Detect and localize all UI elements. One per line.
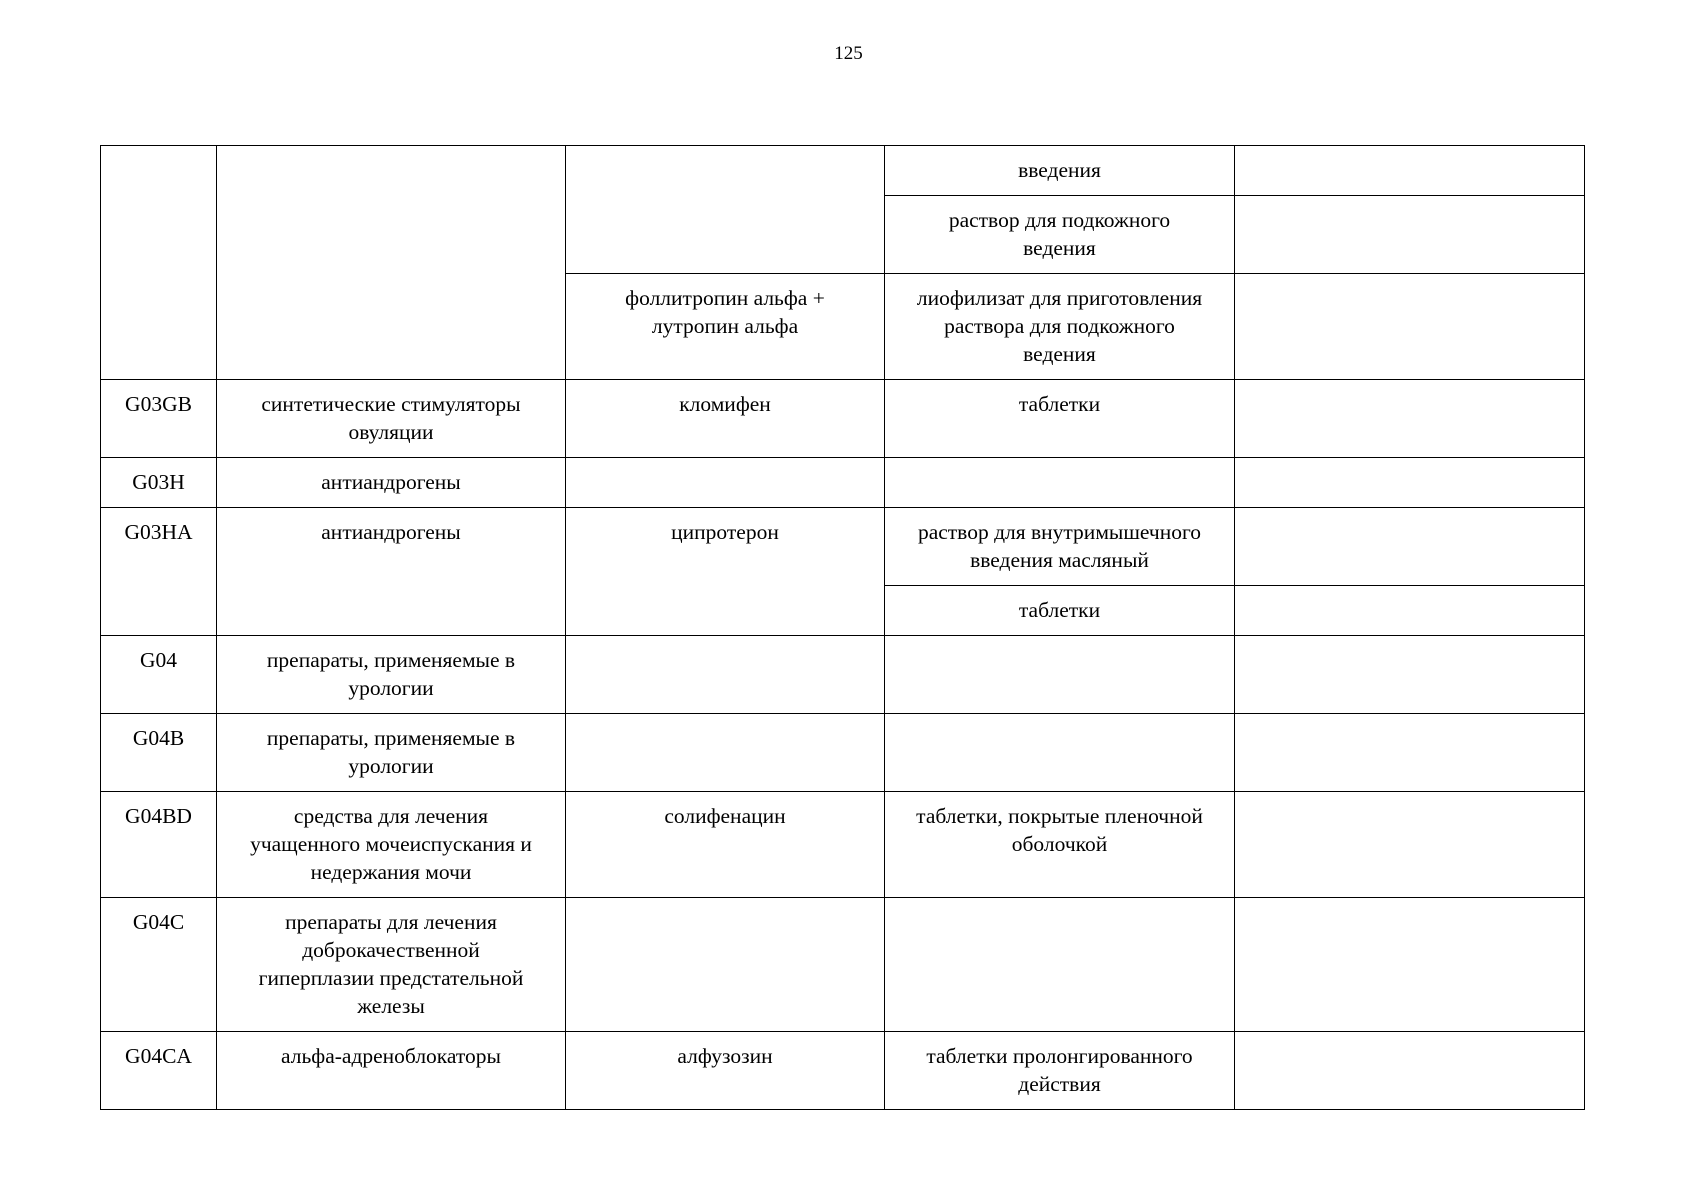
page-number: 125 [834, 43, 863, 64]
table-row [101, 792, 1585, 898]
atc-code-cell: G03H [101, 458, 217, 508]
dosage-form-cell: таблетки, покрытые пленочной оболочкой [885, 792, 1235, 898]
atc-code-cell: G04 [101, 636, 217, 714]
dosage-form-cell: таблетки пролонгированного действия [885, 1032, 1235, 1110]
empty-cell [1235, 196, 1585, 274]
anatomical-group-cell: антиандрогены [217, 458, 566, 508]
dosage-form-cell: таблетки [885, 380, 1235, 458]
table-row [101, 380, 1585, 458]
dosage-form-cell [885, 714, 1235, 792]
medicine-name-cell [566, 714, 885, 792]
dosage-form-cell: введения [885, 146, 1235, 196]
table-row [101, 146, 1585, 196]
empty-cell [1235, 458, 1585, 508]
drug-table [100, 145, 1585, 1110]
empty-cell [1235, 898, 1585, 1032]
empty-cell [1235, 1032, 1585, 1110]
table-row [101, 714, 1585, 792]
table-row [101, 458, 1585, 508]
anatomical-group-cell: синтетические стимуляторы овуляции [217, 380, 566, 458]
dosage-form-cell [885, 898, 1235, 1032]
dosage-form-cell: лиофилизат для приготовления раствора для подкожного ведения [885, 274, 1235, 380]
table-row [101, 898, 1585, 1032]
atc-code-cell: G04BD [101, 792, 217, 898]
anatomical-group-cell: средства для лечения учащенного мочеиспускания и недержания мочи [217, 792, 566, 898]
table-row [101, 1032, 1585, 1110]
dosage-form-cell: раствор для подкожного ведения [885, 196, 1235, 274]
anatomical-group-cell: препараты для лечения доброкачественной гиперплазии предстательной железы [217, 898, 566, 1032]
anatomical-group-cell: препараты, применяемые в урологии [217, 714, 566, 792]
empty-cell [1235, 792, 1585, 898]
medicine-name-cell [566, 898, 885, 1032]
empty-cell [1235, 146, 1585, 196]
medicine-name-cell [566, 636, 885, 714]
table-body [101, 146, 1585, 1110]
medicine-name-cell [566, 458, 885, 508]
empty-cell [1235, 274, 1585, 380]
empty-cell [1235, 586, 1585, 636]
medicine-name-cell: фоллитропин альфа + лутропин альфа [566, 274, 885, 380]
anatomical-group-cell: антиандрогены [217, 508, 566, 636]
medicine-name-cell: солифенацин [566, 792, 885, 898]
empty-cell [1235, 636, 1585, 714]
anatomical-group-cell [217, 146, 566, 380]
atc-code-cell: G03HA [101, 508, 217, 636]
dosage-form-cell [885, 636, 1235, 714]
table-row [101, 508, 1585, 586]
atc-code-cell: G04CA [101, 1032, 217, 1110]
empty-cell [1235, 380, 1585, 458]
atc-code-cell: G04B [101, 714, 217, 792]
empty-cell [1235, 714, 1585, 792]
dosage-form-cell: таблетки [885, 586, 1235, 636]
anatomical-group-cell: альфа-адреноблокаторы [217, 1032, 566, 1110]
atc-code-cell: G03GB [101, 380, 217, 458]
atc-code-cell [101, 146, 217, 380]
medicine-name-cell: кломифен [566, 380, 885, 458]
dosage-form-cell [885, 458, 1235, 508]
medicine-name-cell: алфузозин [566, 1032, 885, 1110]
medicine-name-cell: ципротерон [566, 508, 885, 636]
anatomical-group-cell: препараты, применяемые в урологии [217, 636, 566, 714]
dosage-form-cell: раствор для внутримышечного введения масляный [885, 508, 1235, 586]
medicine-name-cell [566, 146, 885, 274]
atc-code-cell: G04C [101, 898, 217, 1032]
empty-cell [1235, 508, 1585, 586]
table-row [101, 636, 1585, 714]
